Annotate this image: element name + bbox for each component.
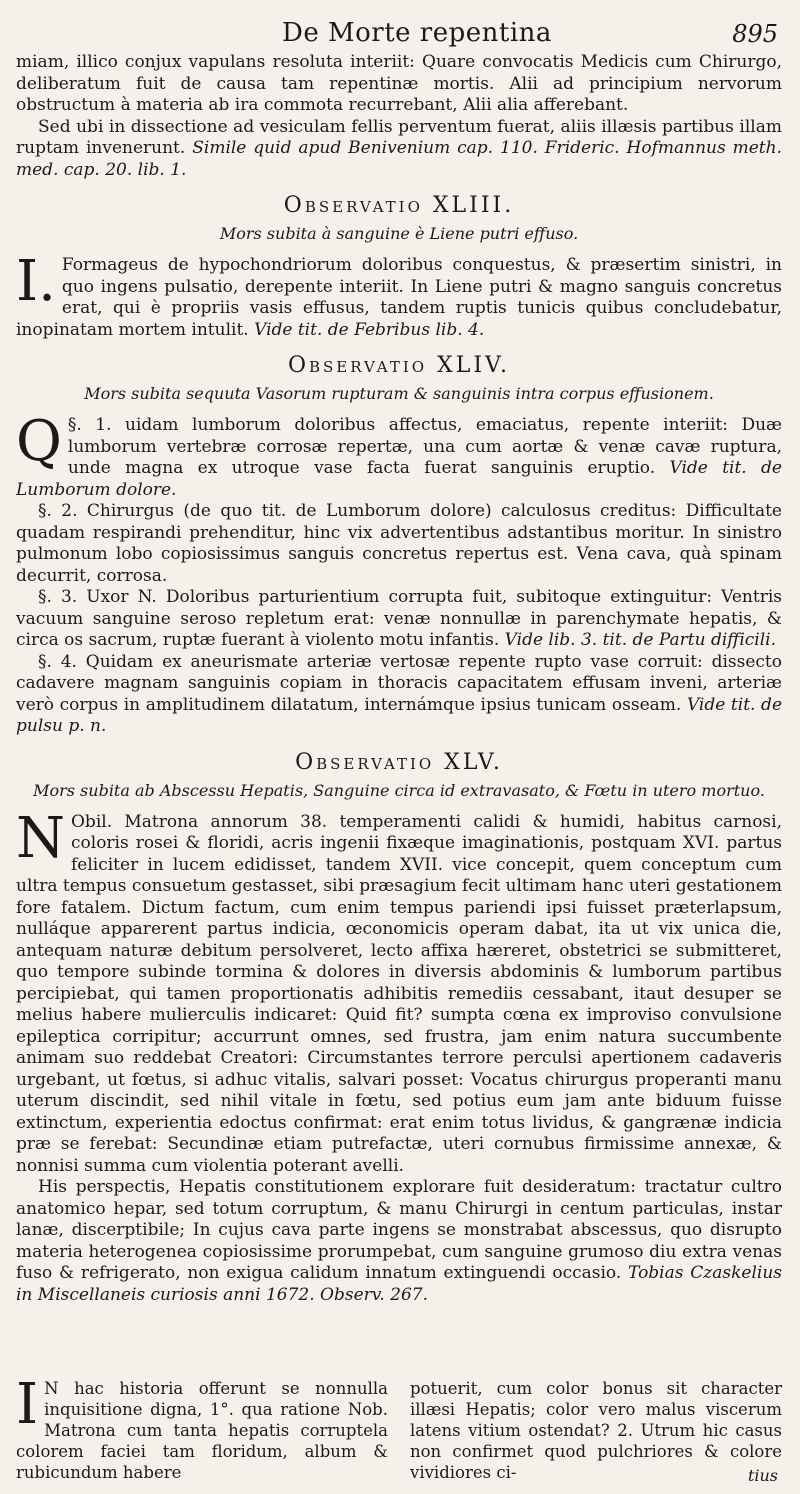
- citation: Vide tit. de Febribus lib. 4.: [254, 319, 485, 340]
- main-text: [16, 52, 782, 1306]
- observation-subtitle: Mors subita sequuta Vasorum rupturam & sanguinis intra corpus effusionem.: [84, 384, 714, 403]
- paragraph: Sed ubi in dissectione ad vesiculam fellis perventum fuerat, aliis illæsis partibus illam ruptam invenerunt. Simile quid apud Benivenium cap. 110. Frideric. Hofmannus meth. med. cap. 20. lib. 1.: [16, 116, 782, 180]
- column-paragraph: I N hac historia offerunt se nonnulla inquisitione digna, 1°. qua ratione Nob. Matrona cum tanta hepatis corruptela colorem faciei tam floridum, album & rubicundum habere: [16, 1372, 388, 1482]
- observation-heading: Observatio XLIII.: [283, 193, 515, 218]
- section-paragraph: §. 1. Q uidam lumborum doloribus affectus, emaciatus, repente interiit: Duæ lumborum vertebræ corrosæ repertæ, una cum aortæ & venæ cavæ ruptura, unde magna ex utroque vase facta fuerat sanguinis eruptio. Vide tit. de Lumborum dolore.: [16, 409, 783, 500]
- section-mark: §. 4.: [38, 651, 77, 672]
- drop-cap: Q: [16, 409, 62, 474]
- section-paragraph: §. 4. Quidam ex aneurismate arteriæ vertosæ repente rupto vase corruit: dissecto cadavere magnam sanguinis copiam in thoracis capacitatem effusam inveni, arteriæ verò corpus in amplitudinem dilatatum, internámque ipsius tunicam osseam. Vide tit. de pulsu p. n.: [16, 651, 783, 736]
- paragraph-dropcap: I. Formageus de hypochondriorum doloribus conquestus, & præsertim sinistri, in quo ingens pulsatio, derepente interiit. In Liene putri & magno sanguis concretus erat, qui è propriis vasis effusus, tandem ruptis tunicis quibus concludebatur, inopinatam mortem intulit. Vide tit. de Febribus lib. 4.: [16, 249, 782, 340]
- paragraph: His perspectis, Hepatis constitutionem explorare fuit desideratum: tractatur cultro anatomico hepar, sed totum corruptum, & manu Chirurgi in centum particulas, instar lanæ, discerptibile; In cujus cava parte ingens se monstrabat abscessus, quo disrupto materia heterogenea copiosissime prorumpebat, cum sanguine grumoso diu extra venas fuso & refrigerato, non exigua calidum innatum extinguendi occasio. Tobias Czaskelius in Miscellaneis curiosis anni 1672. Observ. 267.: [16, 1177, 782, 1305]
- page-number: 895: [732, 20, 778, 48]
- paragraph-dropcap: N Obil. Matrona annorum 38. temperamenti calidi & humidi, habitus carnosi, coloris rosei & floridi, acris ingenii fixæque imaginationis, postquam XVI. partus feliciter in lucem edidisset, tandem XVII. vice concepit, quem conceptum cum ultra tempus consuetum gestasset, sibi præsagium fecit ultimam hanc uteri gestationem fore fatalem. Dictum factum, cum enim tempus pariendi ipsi fuisset præterlapsum, nulláque apparerent partus indicia, œconomicis operam dabat, ita ut vix unica die, antequam naturæ debitum persolveret, lecto affixa hæreret, obstetrici se submitteret, quo tempore subinde tormina & dolores in diversis abdominis & lumborum partibus percipiebat, qui tamen proportionatis adhibitis remediis cessabant, itaut desuper se melius habere mulierculis indicaret: Quid fit? sumpta cœna ex improviso convulsione epileptica corripitur; accurrunt omnes, sed frustra, jam enim natura succumbente animam suo reddebat Creatori: Circumstantes terrore perculsi apertionem cadaveris urgebant, ut fœtus, si adhuc vitalis, salvari posset: Vocatus chirurgus properanti manu uterum discindit, sed nihil vitale in fœtu, sed potius eum jam ante biduum fuisse extinctum, experientia edoctus confirmat: erat enim totus lividus, & gangrænæ indicia præ se ferebat: Secundinæ etiam putrefactæ, uteri cornubus firmissime annexæ, & nonnisi summa cum violentia poterant avelli.: [16, 805, 782, 1176]
- commentary-columns: [16, 1372, 782, 1483]
- citation: Tobias Czaskelius in Miscellaneis curiosis anni 1672. Observ. 267.: [16, 1263, 782, 1305]
- drop-cap: N: [16, 805, 65, 871]
- right-column: [410, 1378, 782, 1483]
- observation-heading: Observatio XLIV.: [287, 353, 511, 378]
- left-column: [16, 1372, 388, 1483]
- section-paragraph: §. 3. Uxor N. Doloribus parturientium corrupta fuit, subitoque extinguitur: Ventris vacuum sanguine seroso repletum erat: venæ nonnullæ in parenchymate hepatis, & circa os sacrum, ruptæ fuerant à violento motu infantis. Vide lib. 3. tit. de Partu difficili.: [16, 587, 782, 650]
- section-mark: §. 2.: [38, 501, 78, 521]
- citation: Simile quid apud Benivenium cap. 110. Frideric. Hofmannus meth. med. cap. 20. lib. 1.: [16, 138, 782, 180]
- section-paragraph: §. 2. Chirurgus (de quo tit. de Lumborum dolore) calculosus creditus: Difficultate quadam respirandi prehenditur, hinc vix advertentibus adstantibus moritur. In sinistro pulmonum lobo copiosissimus sanguis concretus repertus est. Vena cava, quà spinam decurrit, corrosa.: [16, 501, 782, 586]
- catchword: tius: [747, 1466, 778, 1485]
- drop-cap: I.: [16, 249, 56, 314]
- citation: Vide tit. de pulsu p. n.: [16, 694, 783, 736]
- column-paragraph: potuerit, cum color bonus sit character illæsi Hepatis; color vero malus viscerum latens vitium ostendat? 2. Utrum hic casus non confirmet quod pulchriores & colore vividiores ci-: [410, 1379, 782, 1482]
- observation-heading: Observatio XLV.: [295, 749, 503, 775]
- drop-cap: I: [16, 1372, 39, 1437]
- observation-subtitle: Mors subita à sanguine è Liene putri effuso.: [219, 224, 579, 243]
- citation: Vide lib. 3. tit. de Partu difficili.: [504, 630, 777, 650]
- citation: Vide tit. de Lumborum dolore.: [16, 458, 782, 500]
- paragraph-continuation: miam, illico conjux vapulans resoluta interiit: Quare convocatis Medicis cum Chirurgo, deliberatum fuit de causa tam repentinæ mortis. Alii ad principium nervorum obstructum à materia ab ira commota recurrebant, Alii alia afferebant.: [16, 52, 782, 115]
- running-head: [0, 18, 800, 54]
- observation-subtitle: Mors subita ab Abscessu Hepatis, Sanguine circa id extravasato, & Fœtu in utero mortuo.: [33, 780, 765, 800]
- section-mark: §. 1.: [67, 415, 112, 435]
- section-mark: §. 3.: [38, 587, 78, 607]
- page-title: De Morte repentina: [282, 18, 552, 48]
